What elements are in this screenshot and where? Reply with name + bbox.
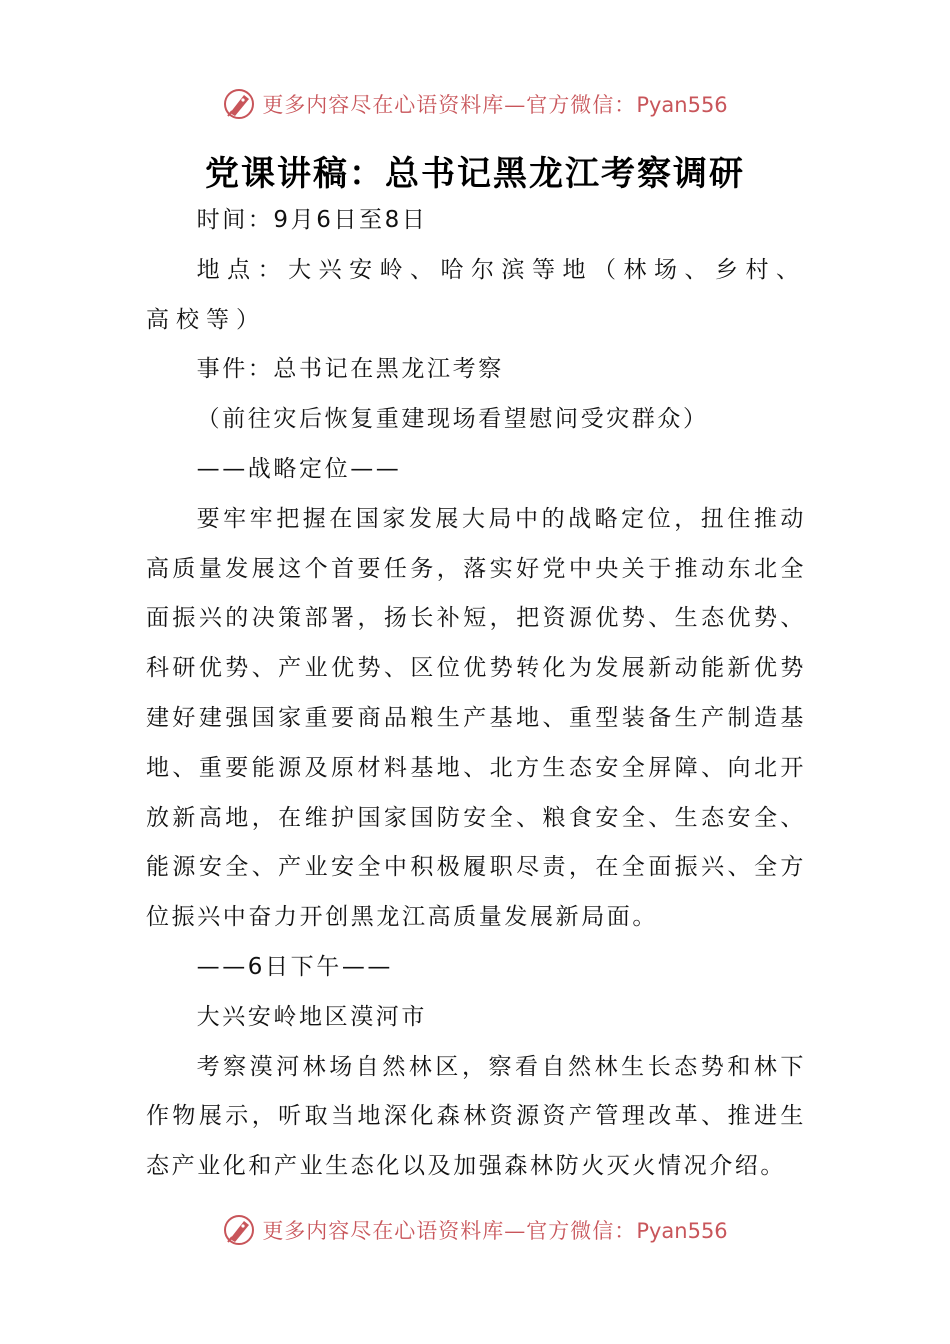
header-watermark	[0, 84, 950, 124]
document-title: 党课讲稿：总书记黑龙江考察调研	[205, 154, 745, 194]
location-line: 地点：大兴安岭、哈尔滨等地（林场、乡村、高校等）	[146, 256, 806, 333]
pen-nib-logo-icon	[222, 1213, 256, 1247]
pen-nib-logo-icon	[222, 87, 256, 121]
footer-watermark	[0, 1210, 950, 1250]
section-heading-strategy: ——战略定位——	[196, 455, 402, 482]
strategy-paragraph: 要牢牢把握在国家发展大局中的战略定位，扭住推动高质量发展这个首要任务，落实好党中央关于推动东北全面振兴的决策部署，扬长补短，把资源优势、生态优势、科研优势、产业优势、区位优势转化为发展新动能新优势建好建强国家重要商品粮生产基地、重型装备生产制造基地、重要能源及原材料基地、北方生态安全屏障、向北开放新高地，在维护国家国防安全、粮食安全、生态安全、能源安全、产业安全中积极履职尽责，在全面振兴、全方位振兴中奋力开创黑龙江高质量发展新局面。	[146, 505, 806, 931]
inspection-paragraph: 考察漠河林场自然林区，察看自然林生长态势和林下作物展示，听取当地深化森林资源资产管理改革、推进生态产业化和产业生态化以及加强森林防火灭火情况介绍。	[146, 1053, 806, 1180]
place-line: 大兴安岭地区漠河市	[196, 1003, 427, 1030]
watermark-id: Pyan556	[636, 1219, 728, 1243]
document-body	[146, 196, 806, 1192]
event-line: 事件：总书记在黑龙江考察	[196, 356, 504, 383]
watermark-text: 更多内容尽在心语资料库—官方微信：Pyan556	[262, 93, 728, 117]
watermark-text: 更多内容尽在心语资料库—官方微信：Pyan556	[262, 1219, 728, 1243]
time-line: 时间：9月6日至8日	[196, 207, 428, 233]
watermark-id: Pyan556	[636, 93, 728, 117]
section-heading-6th-afternoon: ——6日下午——	[196, 953, 394, 980]
event-note-line: （前往灾后恢复重建现场看望慰问受灾群众）	[196, 406, 709, 433]
